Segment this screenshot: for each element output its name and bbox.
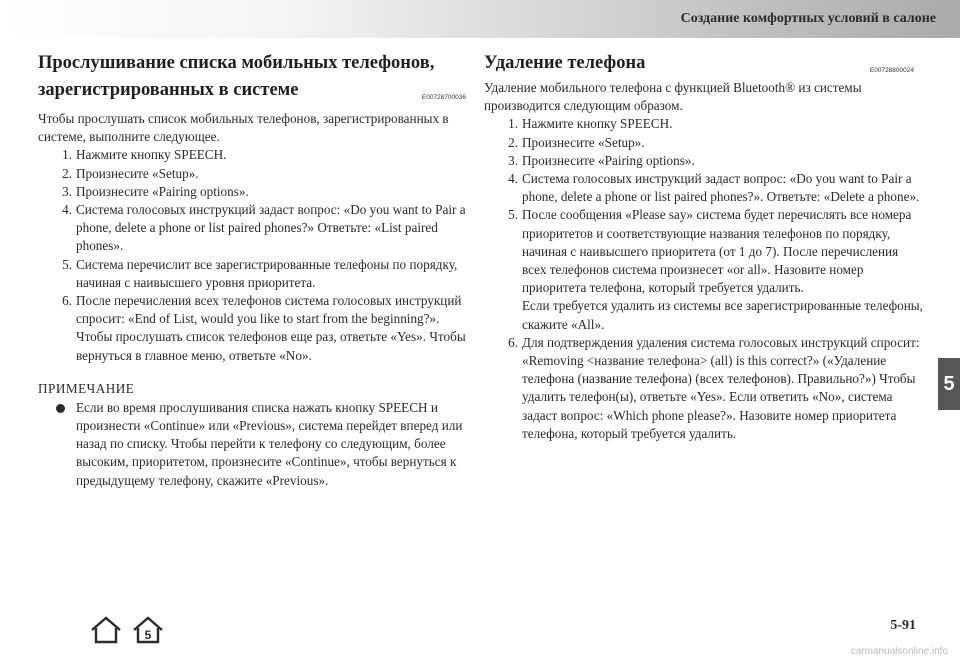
left-section-code: E00728700036 xyxy=(421,94,466,101)
note-item xyxy=(38,399,468,490)
navigation-icons xyxy=(88,614,166,646)
list-item xyxy=(38,292,468,365)
step-extra-text: Если требуется удалить из системы все зарегистрированные телефоны, скажите «All». xyxy=(522,298,923,332)
list-item xyxy=(484,115,924,133)
step-text: Система голосовых инструкций задаст вопрос: «Do you want to Pair a phone, delete a phone or list paired phones?» Ответьте: «List paired phones». xyxy=(76,202,466,254)
step-text: После перечисления всех телефонов система голосовых инструкций спросит: «End of List, would you like to start from the beginning?». Чтобы прослушать список телефонов еще раз, ответьте «Yes». Чтобы вернуться в главное меню, ответьте «No». xyxy=(76,293,466,363)
left-steps-list xyxy=(38,146,468,364)
list-item xyxy=(38,201,468,256)
step-text: Произнесите «Pairing options». xyxy=(522,152,695,168)
right-steps-list xyxy=(484,115,924,443)
step-number: 1. xyxy=(508,116,518,132)
header-title: Создание комфортных условий в салоне xyxy=(680,11,936,26)
chapter-home-icon[interactable] xyxy=(130,614,166,646)
step-number: 3. xyxy=(508,152,518,168)
step-text: Нажмите кнопку SPEECH. xyxy=(76,147,227,163)
left-column xyxy=(38,50,468,490)
left-section-title-line2: зарегистрированных в системе xyxy=(38,80,299,100)
watermark: carmanualsonline.info xyxy=(850,646,948,657)
step-number: 5. xyxy=(62,256,72,272)
step-number: 2. xyxy=(508,134,518,150)
right-section-code: E00728800024 xyxy=(869,67,914,74)
left-intro: Чтобы прослушать список мобильных телефонов, зарегистрированных в системе, выполните следующее. xyxy=(38,111,449,145)
list-item xyxy=(38,183,468,201)
list-item xyxy=(38,256,468,292)
step-text: Система голосовых инструкций задаст вопрос: «Do you want to Pair a phone, delete a phone or list paired phones?». Ответьте: «Delete a phone». xyxy=(522,171,920,205)
chapter-tab: 5 xyxy=(938,358,960,410)
chapter-home-icon-label: 5 xyxy=(144,628,152,642)
list-item xyxy=(38,146,468,164)
list-item xyxy=(38,165,468,183)
left-title-block xyxy=(38,50,468,104)
list-item xyxy=(484,206,924,333)
step-number: 4. xyxy=(62,202,72,218)
home-icon[interactable] xyxy=(88,614,124,646)
step-number: 1. xyxy=(62,147,72,163)
header-band xyxy=(0,0,960,38)
step-number: 5. xyxy=(508,207,518,223)
step-number: 3. xyxy=(62,183,72,199)
list-item xyxy=(484,170,924,206)
step-number: 6. xyxy=(62,293,72,309)
right-section-title: Удаление телефона xyxy=(484,53,646,73)
bullet-icon xyxy=(56,404,65,413)
step-text: Для подтверждения удаления система голосовых инструкций спросит: «Removing <название телефона> (all) is this correct?» («Удаление телефона (название телефона) (всех телефонов). Правильно?») Чтобы удалить телефон(ы), ответьте «Yes». Если ответить «No», система задаст вопрос: «Which phone please?». Назовите номер приоритета телефона, который требуется удалить. xyxy=(522,334,920,441)
step-number: 2. xyxy=(62,165,72,181)
right-title-block xyxy=(484,50,924,77)
note-text: Если во время прослушивания списка нажать кнопку SPEECH и произнести «Continue» или «Previous», система перейдет вперед или назад по списку. Чтобы перейти к телефону со следующим, более высоким, приоритетом, произнесите «Continue», чтобы вернуться к предыдущему телефону, скажите «Previous». xyxy=(76,399,463,488)
step-text: Нажмите кнопку SPEECH. xyxy=(522,116,673,132)
list-item xyxy=(484,334,924,443)
step-text: Произнесите «Pairing options». xyxy=(76,183,249,199)
page-number: 5-91 xyxy=(890,618,916,633)
list-item xyxy=(484,152,924,170)
list-item xyxy=(484,134,924,152)
step-text: После сообщения «Please say» система будет перечислять все номера приоритетов и соответствующие названия телефонов по порядку, начиная с наивысшего приоритета (от 1 до 7). После перечисления всех телефонов система произнесет «or all». Назовите номер приоритета телефона, который требуется удалить. xyxy=(522,207,912,296)
step-number: 4. xyxy=(508,171,518,187)
step-text: Произнесите «Setup». xyxy=(76,165,199,181)
step-text: Система перечислит все зарегистрированные телефоны по порядку, начиная с наивысшего уровня приоритета. xyxy=(76,256,458,290)
step-number: 6. xyxy=(508,334,518,350)
note-heading: ПРИМЕЧАНИЕ xyxy=(38,380,135,396)
right-column xyxy=(484,50,924,443)
right-intro: Удаление мобильного телефона с функцией Bluetooth® из системы производится следующим образом. xyxy=(484,80,862,114)
left-section-title-line1: Прослушивание списка мобильных телефонов, xyxy=(38,53,435,73)
step-text: Произнесите «Setup». xyxy=(522,134,645,150)
